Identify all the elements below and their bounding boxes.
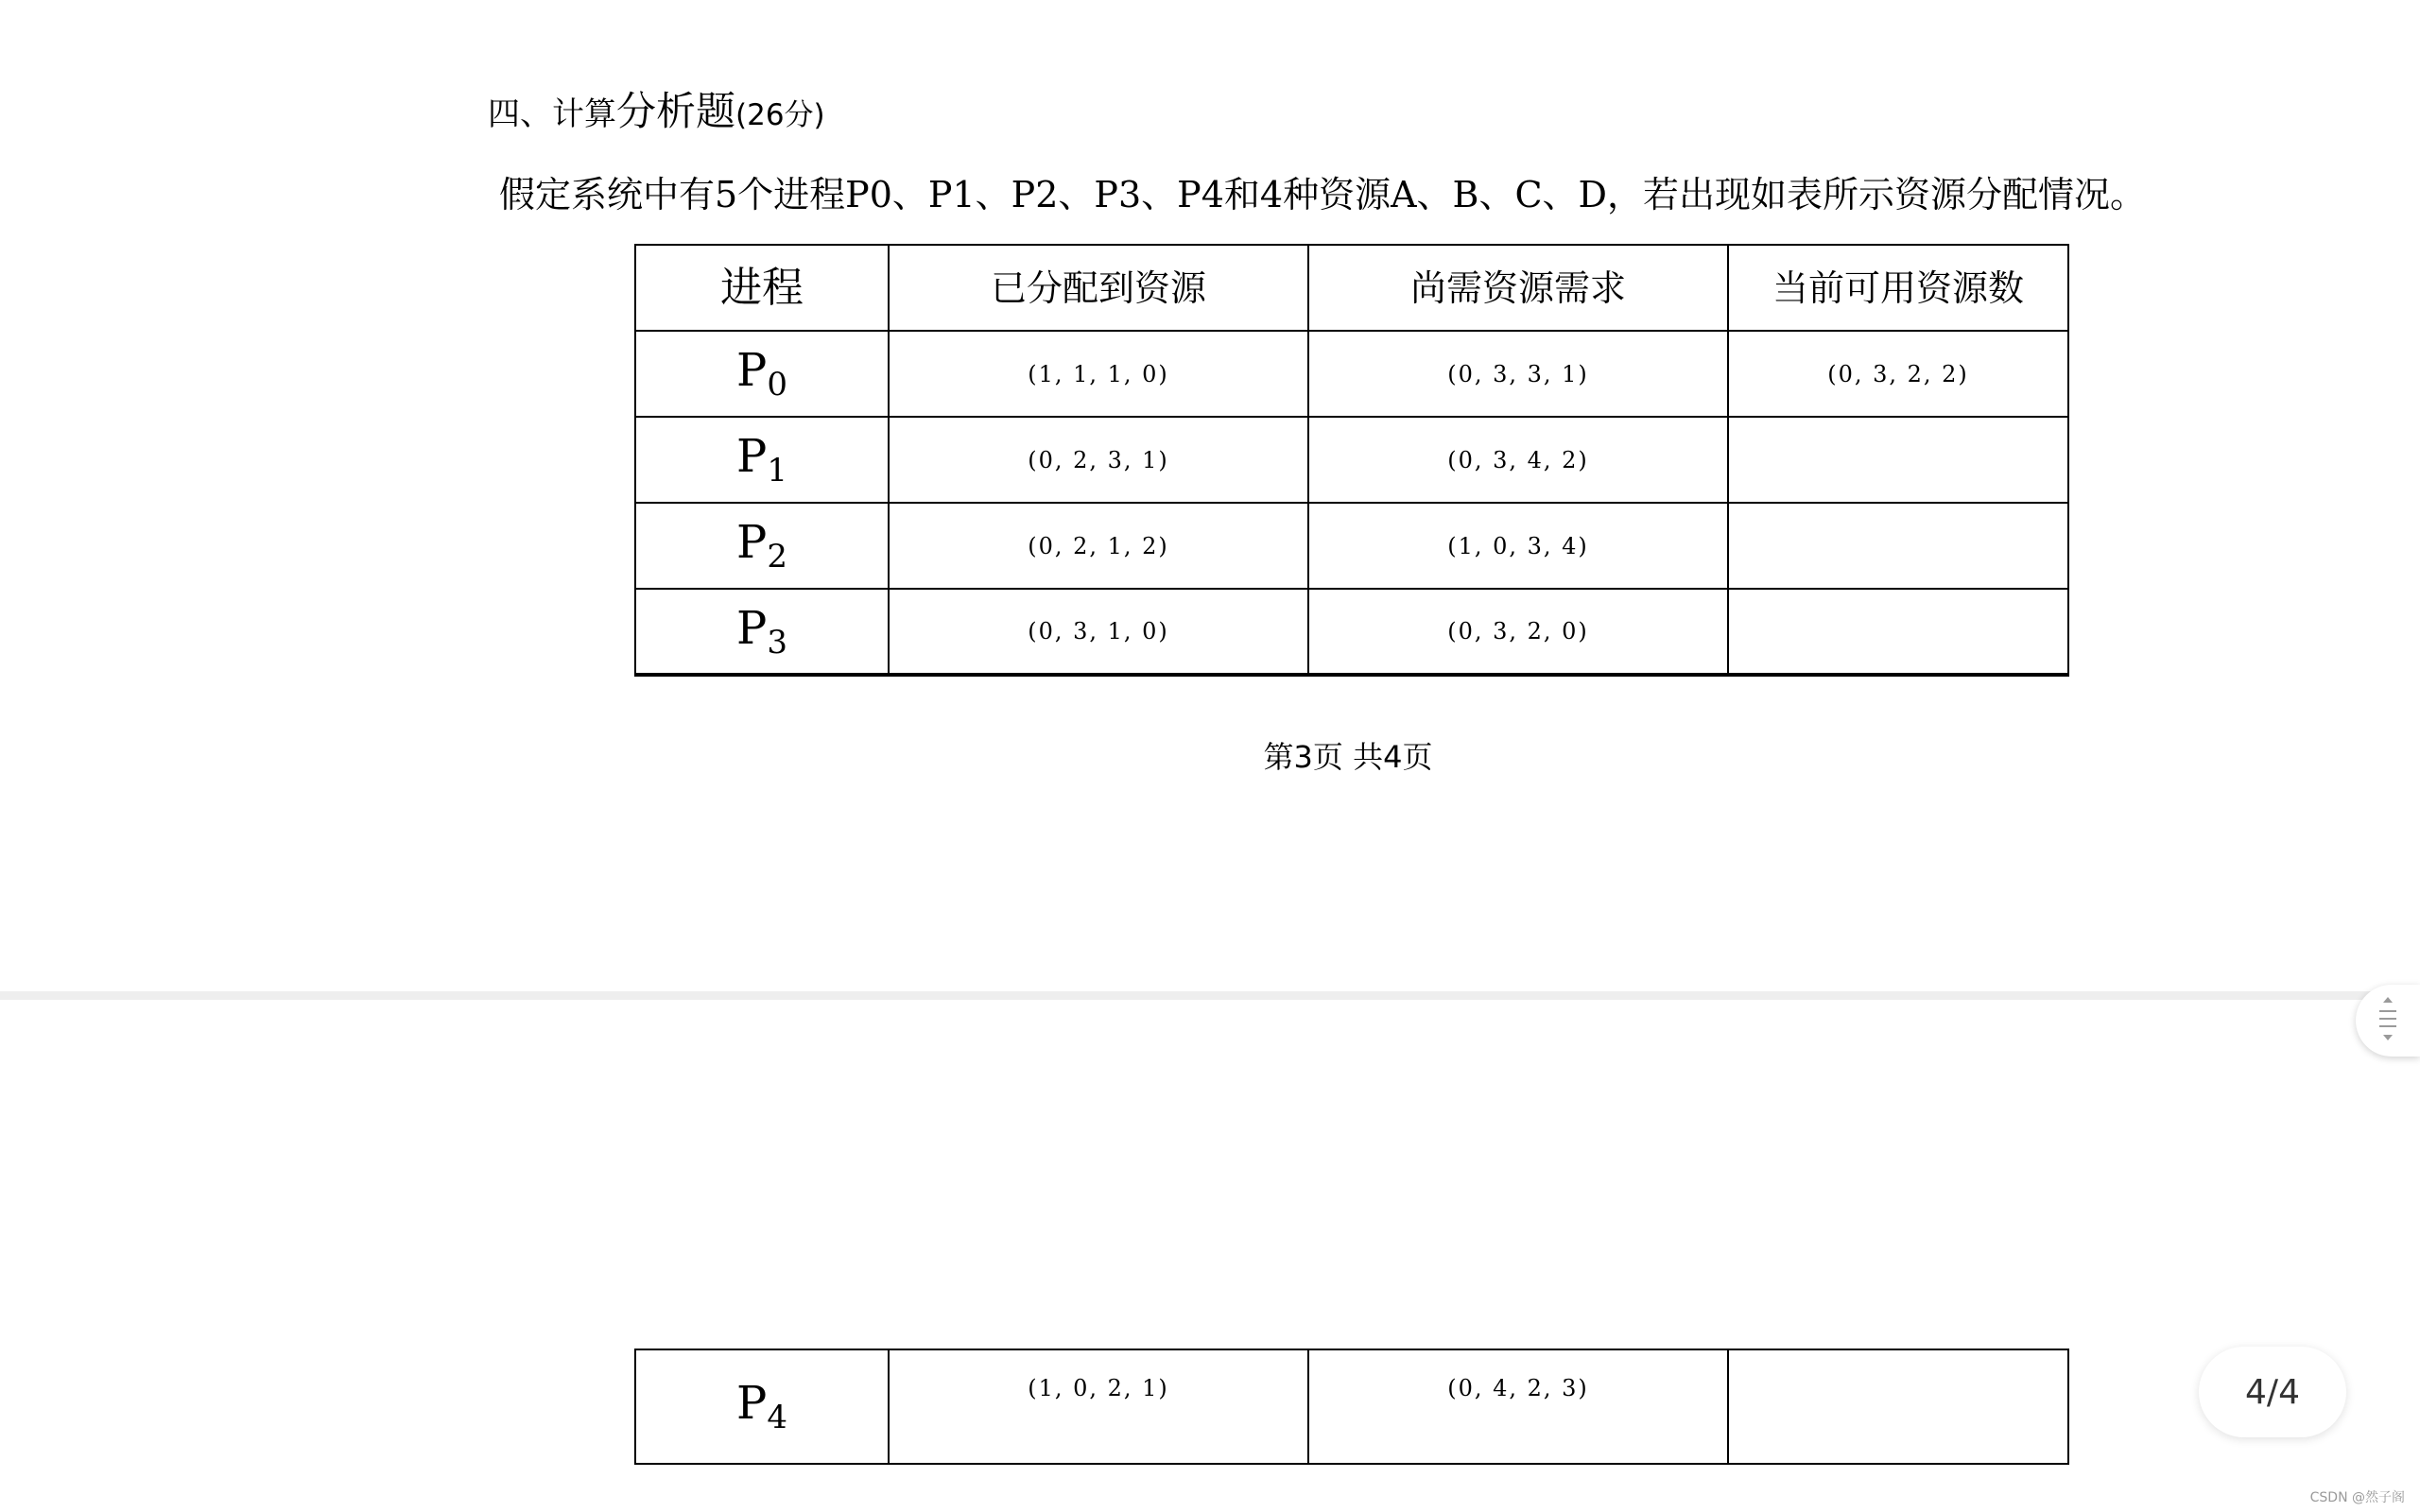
header-need: 尚需资源需求 [1308,245,1728,331]
table-row [635,417,2068,503]
table-header-row [635,245,2068,331]
allocated-cell: (0, 3, 1, 0) [889,589,1308,675]
process-subscript: 3 [767,623,787,662]
process-label: P [736,601,768,655]
page-indicator[interactable]: 4/4 [2199,1347,2346,1437]
need-cell: (0, 3, 4, 2) [1308,417,1728,503]
process-cell [635,417,889,503]
allocated-cell: (0, 2, 3, 1) [889,417,1308,503]
allocation-table-continued [634,1349,2069,1465]
table-row [635,589,2068,675]
process-cell [635,503,889,589]
process-subscript: 2 [767,538,787,576]
available-cell [1728,1349,2068,1464]
section-score: (26分) [735,98,825,132]
allocated-cell: (0, 2, 1, 2) [889,503,1308,589]
allocation-table [634,244,2069,677]
available-cell [1728,589,2068,675]
process-label: P [736,344,768,397]
section-title [488,83,825,144]
need-cell: (0, 4, 2, 3) [1308,1349,1728,1464]
process-subscript: 1 [767,452,787,490]
table-row [635,331,2068,417]
need-cell: (0, 3, 3, 1) [1308,331,1728,417]
watermark: CSDN @然子阁 [2309,1490,2405,1505]
process-cell [635,1349,889,1464]
table-row [635,1349,2068,1464]
process-subscript: 0 [767,366,787,404]
allocated-cell: (1, 0, 2, 1) [889,1349,1308,1464]
process-label: P [736,516,768,569]
process-label: P [736,430,768,483]
header-process: 进程 [635,245,889,331]
process-subscript: 4 [767,1399,787,1436]
process-label: P [736,1377,768,1430]
need-cell: (1, 0, 3, 4) [1308,503,1728,589]
page-divider [0,991,2420,1000]
available-cell [1728,503,2068,589]
problem-statement: 假定系统中有5个进程P0、P1、P2、P3、P4和4种资源A、B、C、D，若出现如表所示资源分配情况。 [499,174,2146,215]
process-cell [635,331,889,417]
table-row [635,503,2068,589]
process-cell [635,589,889,675]
scroll-handle[interactable] [2356,985,2420,1057]
section-title-prefix: 四、计算 [488,95,616,133]
available-cell [1728,417,2068,503]
allocated-cell: (1, 1, 1, 0) [889,331,1308,417]
header-available: 当前可用资源数 [1728,245,2068,331]
page-footer: 第3页 共4页 [1263,739,1433,775]
section-title-emphasis: 分析题 [616,88,736,134]
available-cell: (0, 3, 2, 2) [1728,331,2068,417]
scroll-handle-icon [2376,994,2400,1047]
need-cell: (0, 3, 2, 0) [1308,589,1728,675]
header-allocated: 已分配到资源 [889,245,1308,331]
